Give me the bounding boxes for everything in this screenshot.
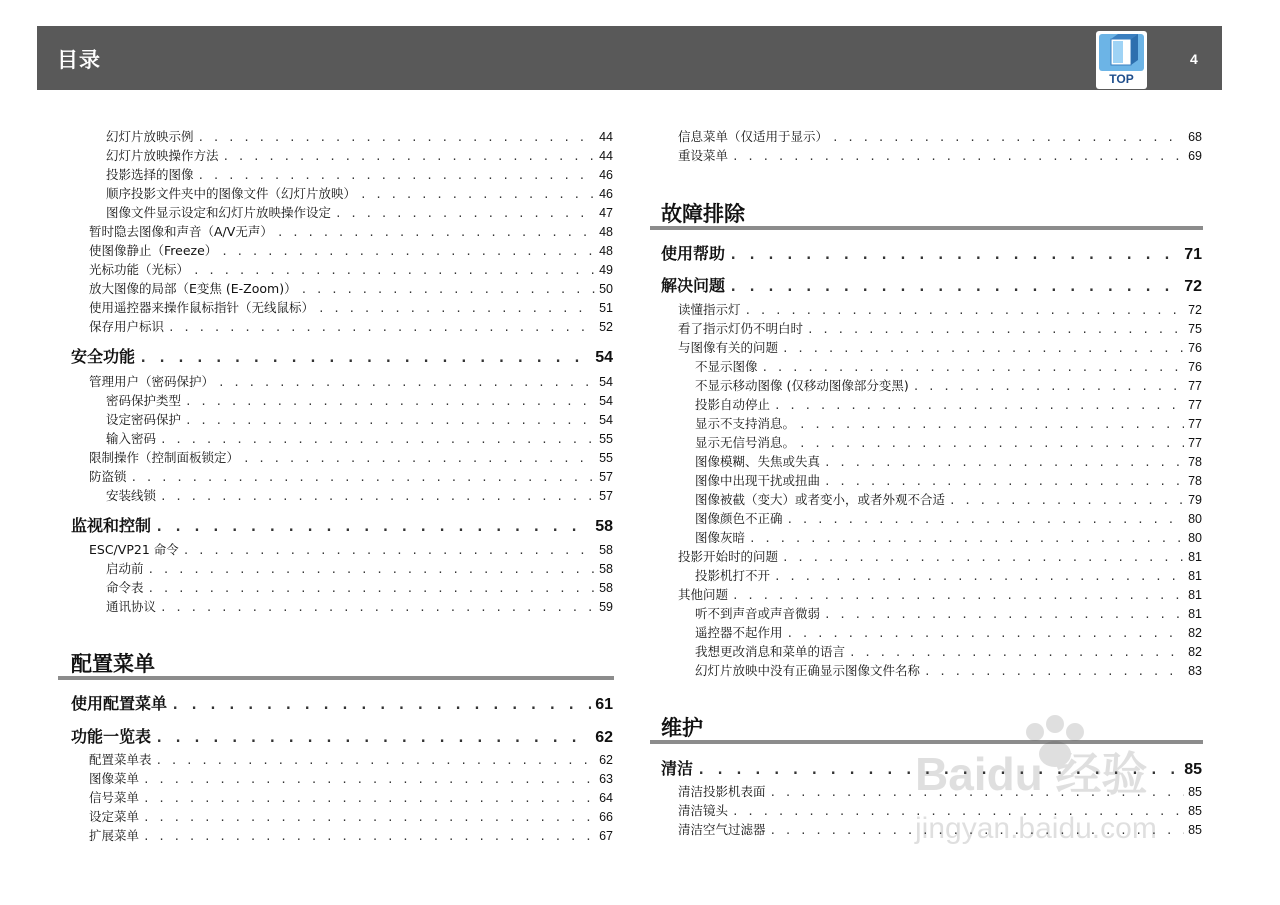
- toc-entry[interactable]: [695, 510, 1202, 528]
- top-link-button[interactable]: [1096, 31, 1147, 89]
- toc-entry[interactable]: [106, 411, 613, 429]
- dot-leader: [155, 514, 591, 540]
- dot-leader: [824, 454, 1184, 472]
- toc-entry-title: 输入密码: [106, 431, 157, 446]
- toc-entry-title: 使用遥控器来操作鼠标指针（无线鼠标）: [89, 300, 315, 315]
- toc-entry-page: 69: [1188, 149, 1202, 163]
- toc-entry-page: 81: [1188, 569, 1202, 583]
- dot-leader: [221, 243, 595, 261]
- toc-entry[interactable]: [106, 560, 613, 578]
- toc-entry-title: 密码保护类型: [106, 393, 182, 408]
- dot-leader: [171, 692, 591, 718]
- toc-entry-title: 信号菜单: [89, 790, 140, 805]
- toc-entry-title: 清洁: [661, 759, 694, 778]
- toc-entry[interactable]: [106, 147, 613, 165]
- dot-leader: [277, 224, 595, 242]
- toc-entry-title: 管理用户（密码保护）: [89, 374, 215, 389]
- dot-leader: [198, 129, 596, 147]
- toc-entry-page: 80: [1188, 512, 1202, 526]
- dot-leader: [160, 431, 595, 449]
- toc-entry-page: 54: [599, 413, 613, 427]
- dot-leader: [729, 242, 1180, 268]
- toc-entry-page: 68: [1188, 130, 1202, 144]
- toc-entry-page: 48: [599, 244, 613, 258]
- toc-entry-title: 投影选择的图像: [106, 167, 194, 182]
- toc-entry-title: 保存用户标识: [89, 319, 165, 334]
- dot-leader: [160, 599, 595, 617]
- dot-leader: [156, 752, 596, 770]
- toc-entry-page: 77: [1188, 436, 1202, 450]
- dot-leader: [782, 340, 1184, 358]
- toc-entry[interactable]: [106, 185, 613, 203]
- toc-entry[interactable]: [695, 662, 1202, 680]
- toc-entry[interactable]: [89, 261, 613, 279]
- top-label: TOP: [1109, 72, 1134, 86]
- toc-entry[interactable]: [695, 472, 1202, 490]
- toc-entry-page: 49: [599, 263, 613, 277]
- toc-entry[interactable]: [106, 430, 613, 448]
- toc-entry[interactable]: [678, 301, 1202, 319]
- toc-entry-page: 46: [599, 168, 613, 182]
- dot-leader: [913, 378, 1184, 396]
- toc-entry[interactable]: [89, 242, 613, 260]
- toc-entry[interactable]: [695, 377, 1202, 395]
- toc-entry[interactable]: [106, 579, 613, 597]
- toc-entry-page: 57: [599, 470, 613, 484]
- dot-leader: [160, 488, 595, 506]
- toc-entry[interactable]: [678, 339, 1202, 357]
- toc-entry-page: 66: [599, 810, 613, 824]
- toc-entry-page: 62: [599, 753, 613, 767]
- toc-entry[interactable]: [89, 373, 613, 391]
- toc-entry[interactable]: [695, 643, 1202, 661]
- dot-leader: [849, 644, 1184, 662]
- toc-entry[interactable]: [678, 320, 1202, 338]
- toc-entry-page: 59: [599, 600, 613, 614]
- toc-entry[interactable]: [695, 567, 1202, 585]
- toc-entry-page: 55: [599, 451, 613, 465]
- dot-leader: [824, 606, 1184, 624]
- toc-entry-title: 不显示移动图像 (仅移动图像部分变黑): [695, 378, 909, 393]
- page-title: 目录: [57, 48, 101, 72]
- toc-entry-title: 命令表: [106, 580, 144, 595]
- toc-entry[interactable]: [678, 128, 1202, 146]
- section-title-maintenance: 维护: [661, 716, 703, 740]
- toc-entry[interactable]: [695, 434, 1202, 452]
- toc-chapter-entry[interactable]: [71, 691, 613, 717]
- toc-entry-title: 与图像有关的问题: [678, 340, 779, 355]
- toc-entry-page: 71: [1184, 246, 1202, 263]
- toc-entry-page: 58: [599, 562, 613, 576]
- toc-entry-page: 54: [595, 349, 613, 366]
- toc-entry[interactable]: [695, 491, 1202, 509]
- dot-leader: [799, 435, 1184, 453]
- toc-entry-page: 83: [1188, 664, 1202, 678]
- dot-leader: [770, 784, 1185, 802]
- toc-entry-page: 82: [1188, 645, 1202, 659]
- toc-entry-page: 58: [599, 543, 613, 557]
- toc-entry-page: 54: [599, 375, 613, 389]
- toc-entry-page: 50: [599, 282, 613, 296]
- dot-leader: [732, 587, 1184, 605]
- toc-entry-page: 81: [1188, 607, 1202, 621]
- dot-leader: [143, 809, 595, 827]
- toc-entry-title: 设定菜单: [89, 809, 140, 824]
- toc-entry[interactable]: [695, 415, 1202, 433]
- dot-leader: [143, 828, 595, 846]
- toc-entry[interactable]: [106, 598, 613, 616]
- toc-entry-title: 安装线锁: [106, 488, 157, 503]
- toc-entry-title: 听不到声音或声音微弱: [695, 606, 821, 621]
- toc-entry[interactable]: [678, 783, 1202, 801]
- toc-entry-page: 61: [595, 696, 613, 713]
- toc-entry-title: 扩展菜单: [89, 828, 140, 843]
- toc-entry-title: 信息菜单（仅适用于显示）: [678, 129, 829, 144]
- toc-entry[interactable]: [695, 453, 1202, 471]
- toc-entry-page: 85: [1188, 823, 1202, 837]
- toc-entry-title: 图像被截（变大）或者变小，或者外观不合适: [695, 492, 946, 507]
- toc-entry-page: 76: [1188, 341, 1202, 355]
- toc-entry-page: 85: [1188, 785, 1202, 799]
- section-rule: [650, 226, 1203, 230]
- dot-leader: [762, 359, 1185, 377]
- toc-entry-title: 放大图像的局部（E变焦 (E-Zoom)）: [89, 281, 297, 296]
- toc-entry-title: 投影自动停止: [695, 397, 771, 412]
- section-title-config-menu: 配置菜单: [71, 652, 155, 676]
- toc-chapter-entry[interactable]: [71, 513, 613, 539]
- dot-leader: [131, 469, 596, 487]
- toc-entry-page: 46: [599, 187, 613, 201]
- toc-entry-page: 72: [1188, 303, 1202, 317]
- toc-entry-title: 限制操作（控制面板锁定）: [89, 450, 240, 465]
- toc-entry-title: 安全功能: [71, 347, 136, 366]
- toc-entry[interactable]: [89, 223, 613, 241]
- toc-entry-title: 幻灯片放映操作方法: [106, 148, 219, 163]
- toc-entry-page: 77: [1188, 398, 1202, 412]
- dot-leader: [360, 186, 595, 204]
- toc-entry-title: 配置菜单表: [89, 752, 152, 767]
- section-rule: [58, 676, 614, 680]
- toc-entry-title: 图像颜色不正确: [695, 511, 783, 526]
- toc-entry[interactable]: [106, 166, 613, 184]
- toc-entry-title: 顺序投影文件夹中的图像文件（幻灯片放映）: [106, 186, 357, 201]
- toc-entry-page: 57: [599, 489, 613, 503]
- header-bar: [37, 26, 1222, 90]
- toc-entry-title: 图像文件显示设定和幻灯片放映操作设定: [106, 205, 332, 220]
- dot-leader: [318, 300, 595, 318]
- dot-leader: [749, 530, 1184, 548]
- toc-entry-title: 暂时隐去图像和声音（A/V无声）: [89, 224, 273, 239]
- toc-entry-title: 启动前: [106, 561, 144, 576]
- toc-entry-page: 72: [1184, 278, 1202, 295]
- toc-entry-title: 图像灰暗: [695, 530, 746, 545]
- toc-entry-title: 使用配置菜单: [71, 694, 168, 713]
- toc-entry[interactable]: [695, 358, 1202, 376]
- dot-leader: [198, 167, 596, 185]
- toc-entry[interactable]: [678, 802, 1202, 820]
- watermark-brand: Baidu 经验: [915, 748, 1148, 800]
- toc-entry-title: 其他问题: [678, 587, 729, 602]
- dot-leader: [218, 374, 595, 392]
- dot-leader: [732, 148, 1184, 166]
- dot-leader: [807, 321, 1184, 339]
- dot-leader: [924, 663, 1184, 681]
- toc-entry-title: 清洁投影机表面: [678, 784, 766, 799]
- toc-entry-title: 防盗锁: [89, 469, 127, 484]
- toc-entry-page: 48: [599, 225, 613, 239]
- dot-leader: [335, 205, 595, 223]
- toc-entry-page: 44: [599, 149, 613, 163]
- dot-leader: [824, 473, 1184, 491]
- dot-leader: [143, 790, 595, 808]
- dot-leader: [155, 725, 591, 751]
- toc-entry-title: 显示无信号消息。: [695, 435, 796, 450]
- toc-entry-page: 64: [599, 791, 613, 805]
- section-title-troubleshooting: 故障排除: [661, 202, 745, 226]
- dot-leader: [223, 148, 596, 166]
- toc-entry[interactable]: [678, 548, 1202, 566]
- toc-entry[interactable]: [695, 605, 1202, 623]
- toc-entry-title: 遥控器不起作用: [695, 625, 783, 640]
- toc-entry-title: 投影机打不开: [695, 568, 771, 583]
- toc-entry-title: 图像模糊、失焦或失真: [695, 454, 821, 469]
- toc-entry-page: 58: [595, 518, 613, 535]
- toc-entry-title: 投影开始时的问题: [678, 549, 779, 564]
- toc-entry-page: 58: [599, 581, 613, 595]
- toc-entry-page: 80: [1188, 531, 1202, 545]
- dot-leader: [185, 393, 595, 411]
- toc-entry-title: 光标功能（光标）: [89, 262, 190, 277]
- toc-chapter-entry[interactable]: [71, 724, 613, 750]
- dot-leader: [148, 580, 596, 598]
- dot-leader: [774, 568, 1184, 586]
- toc-entry[interactable]: [89, 299, 613, 317]
- toc-entry-title: 清洁镜头: [678, 803, 729, 818]
- toc-entry[interactable]: [106, 392, 613, 410]
- dot-leader: [139, 345, 591, 371]
- toc-entry[interactable]: [89, 318, 613, 336]
- dot-leader: [143, 771, 595, 789]
- toc-entry-title: 解决问题: [661, 276, 726, 295]
- toc-entry-title: 清洁空气过滤器: [678, 822, 766, 837]
- toc-entry-page: 79: [1188, 493, 1202, 507]
- toc-entry-title: 幻灯片放映示例: [106, 129, 194, 144]
- toc-entry-page: 82: [1188, 626, 1202, 640]
- toc-entry[interactable]: [89, 449, 613, 467]
- toc-entry-page: 54: [599, 394, 613, 408]
- toc-entry-page: 78: [1188, 474, 1202, 488]
- toc-entry-page: 62: [595, 729, 613, 746]
- toc-entry-title: 使图像静止（Freeze）: [89, 243, 218, 258]
- toc-chapter-entry[interactable]: [661, 756, 1202, 782]
- toc-entry-page: 76: [1188, 360, 1202, 374]
- toc-entry[interactable]: [678, 821, 1202, 839]
- toc-entry-title: 幻灯片放映中没有正确显示图像文件名称: [695, 663, 921, 678]
- toc-entry-page: 78: [1188, 455, 1202, 469]
- dot-leader: [949, 492, 1184, 510]
- toc-entry-page: 47: [599, 206, 613, 220]
- toc-entry[interactable]: [106, 487, 613, 505]
- toc-entry-page: 63: [599, 772, 613, 786]
- toc-entry-page: 85: [1188, 804, 1202, 818]
- book-icon: [1096, 31, 1147, 73]
- toc-entry-title: 监视和控制: [71, 516, 152, 535]
- dot-leader: [168, 319, 595, 337]
- toc-entry[interactable]: [89, 827, 613, 845]
- toc-entry[interactable]: [89, 789, 613, 807]
- toc-chapter-entry[interactable]: [661, 273, 1202, 299]
- toc-entry[interactable]: [106, 128, 613, 146]
- toc-entry-page: 52: [599, 320, 613, 334]
- toc-entry-page: 44: [599, 130, 613, 144]
- dot-leader: [787, 511, 1185, 529]
- dot-leader: [732, 803, 1184, 821]
- dot-leader: [148, 561, 596, 579]
- toc-entry[interactable]: [89, 541, 613, 559]
- toc-entry-page: 55: [599, 432, 613, 446]
- toc-entry-title: 不显示图像: [695, 359, 758, 374]
- toc-entry-title: 图像中出现干扰或扭曲: [695, 473, 821, 488]
- dot-leader: [697, 757, 1180, 783]
- toc-entry-title: 功能一览表: [71, 727, 152, 746]
- dot-leader: [774, 397, 1184, 415]
- toc-entry-title: 重设菜单: [678, 148, 729, 163]
- dot-leader: [729, 274, 1180, 300]
- toc-entry-title: 设定密码保护: [106, 412, 182, 427]
- dot-leader: [185, 412, 595, 430]
- toc-entry[interactable]: [695, 624, 1202, 642]
- dot-leader: [301, 281, 596, 299]
- dot-leader: [799, 416, 1184, 434]
- toc-entry-title: ESC/VP21 命令: [89, 542, 179, 557]
- toc-chapter-entry[interactable]: [71, 344, 613, 370]
- dot-leader: [243, 450, 595, 468]
- toc-entry[interactable]: [89, 770, 613, 788]
- toc-entry[interactable]: [89, 751, 613, 769]
- page-number: 4: [1190, 51, 1198, 67]
- toc-entry[interactable]: [89, 468, 613, 486]
- toc-entry-title: 显示不支持消息。: [695, 416, 796, 431]
- dot-leader: [183, 542, 595, 560]
- toc-entry[interactable]: [695, 529, 1202, 547]
- toc-entry-page: 77: [1188, 417, 1202, 431]
- dot-leader: [745, 302, 1185, 320]
- dot-leader: [832, 129, 1184, 147]
- dot-leader: [787, 625, 1185, 643]
- toc-entry[interactable]: [695, 396, 1202, 414]
- toc-entry-page: 81: [1188, 588, 1202, 602]
- toc-entry[interactable]: [89, 280, 613, 298]
- toc-entry-page: 75: [1188, 322, 1202, 336]
- toc-entry-title: 读懂指示灯: [678, 302, 741, 317]
- toc-entry-page: 67: [599, 829, 613, 843]
- toc-entry-title: 我想更改消息和菜单的语言: [695, 644, 846, 659]
- watermark-url: jingyan.baidu.com: [915, 812, 1157, 845]
- toc-entry[interactable]: [678, 147, 1202, 165]
- toc-chapter-entry[interactable]: [661, 241, 1202, 267]
- toc-entry[interactable]: [678, 586, 1202, 604]
- toc-entry-page: 51: [599, 301, 613, 315]
- toc-entry-title: 图像菜单: [89, 771, 140, 786]
- toc-entry[interactable]: [106, 204, 613, 222]
- toc-entry-page: 85: [1184, 761, 1202, 778]
- toc-entry-page: 81: [1188, 550, 1202, 564]
- section-rule: [650, 740, 1203, 744]
- toc-entry-title: 看了指示灯仍不明白时: [678, 321, 804, 336]
- toc-entry[interactable]: [89, 808, 613, 826]
- dot-leader: [770, 822, 1185, 840]
- toc-entry-title: 通讯协议: [106, 599, 157, 614]
- toc-entry-title: 使用帮助: [661, 244, 726, 263]
- dot-leader: [193, 262, 595, 280]
- toc-entry-page: 77: [1188, 379, 1202, 393]
- dot-leader: [782, 549, 1184, 567]
